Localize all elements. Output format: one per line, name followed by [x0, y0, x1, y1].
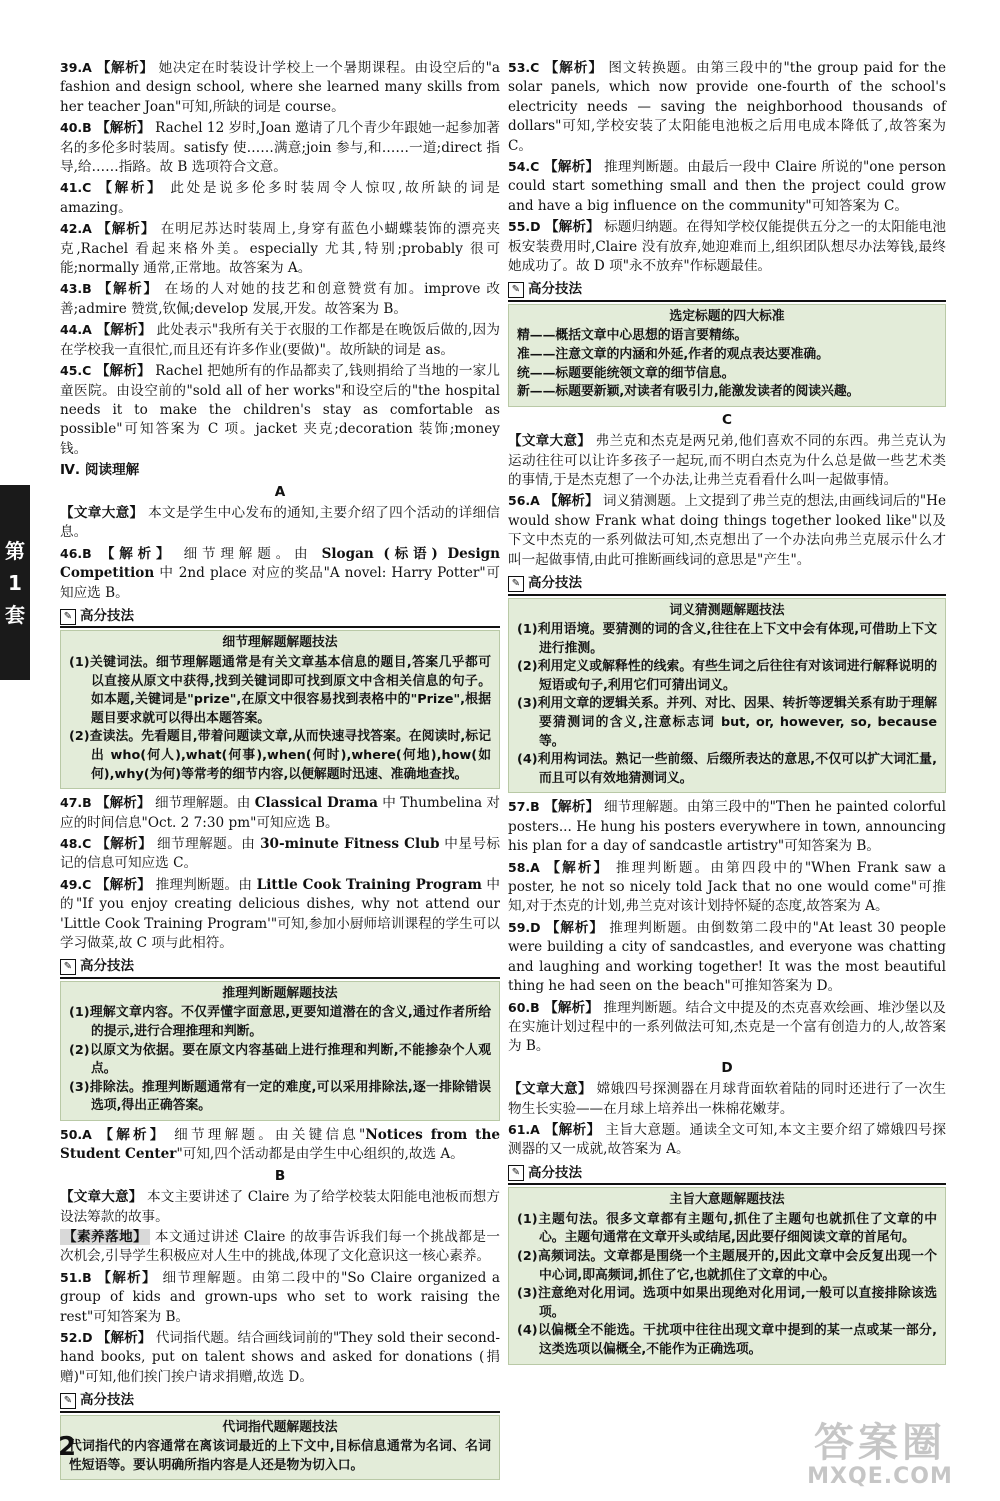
watermark-text: 答案圈 — [814, 1420, 946, 1466]
tip-line: 代词指代的内容通常在离该词最近的上下文中,目标信息通常为名词、名词性短语等。要认明确所指内容是人还是物为切入口。 — [69, 1439, 491, 1473]
high-score-header: ✎ 高分技法 — [508, 574, 946, 595]
tip-line: (3)利用文章的逻辑关系。并列、对比、因果、转折等逻辑关系有助于理解要猜测词的含义,注意标志词 but, or, however, so, because 等。 — [517, 696, 937, 749]
tip-line: (2)利用定义或解释性的线索。有些生词之后往往有对该词进行解释说明的短语或句子,利用它们可猜出词义。 — [517, 659, 937, 693]
tip-line: 精——概括文章中心思想的语言要精练。 — [517, 328, 748, 344]
watermark-url: MXQE.COM — [807, 1464, 953, 1489]
tip-box-inference — [60, 981, 500, 1121]
tip-line: (1)理解文章内容。不仅弄懂字面意思,更要知道潜在的含义,通过作者所给的提示,进行合理推理和判断。 — [69, 1005, 491, 1039]
answer-41: 41.C 【解析】 此处是说多伦多时装周令人惊叹,故所缺的词是 amazing。 — [60, 180, 501, 216]
tip-line: (2)以原文为依据。要在原文内容基础上进行推理和判断,不能掺杂个人观点。 — [69, 1042, 491, 1077]
tip-box-main-idea — [508, 1187, 946, 1364]
high-score-header: ✎ 高分技法 — [60, 957, 500, 978]
tip-title: 细节理解题解题技法 — [222, 635, 338, 651]
pencil-icon: ✎ — [60, 959, 76, 975]
summary-c: 【文章大意】 弗兰克和杰克是两兄弟,他们喜欢不同的东西。弗兰克认为运动往往可以让许多孩子一起玩,而不明白杰克为什么总是做一些艺术类的事情,于是杰克想了一个办法,让弗兰克看看什么叫一起做事情。 — [508, 433, 947, 489]
high-score-header: ✎ 高分技法 — [508, 280, 946, 301]
tip-line: (2)查读法。先看题目,带着问题读文章,从而快速寻找答案。在阅读时,标记出 who(何人),what(何事),when(何时),where(何地),how(如何),why(为何)等常考的细节内容,以便解题时迅速、准确地查找。 — [69, 729, 491, 782]
answer-54: 54.C 【解析】 推理判断题。由最后一段中 Claire 所说的"one person could start something small and then the project could grow and have a big influence on the community"可知答案为 C。 — [508, 159, 947, 214]
answer-42: 42.A 【解析】 在明尼苏达时装周上,身穿有蓝色小蝴蝶装饰的漂亮夹克,Rachel 看起来格外美。especially 尤其,特别;probably 很可能;normally 通常,正常地。故答案为 A。 — [60, 221, 500, 277]
summary-d: 【文章大意】 嫦娥四号探测器在月球背面软着陆的同时还进行了一次生物生长实验——在月球上培养出一株棉花嫩芽。 — [508, 1081, 946, 1117]
right-column — [508, 58, 946, 1369]
tip-box-vocab — [508, 598, 946, 794]
side-tab-char-1: 第 — [5, 538, 25, 563]
literacy-note: 【素养落地】 本文通过讲述 Claire 的故事告诉我们每一个挑战都是一次机会,引导学生积极应对人生中的挑战,体现了文化意识这一核心素养。 — [60, 1228, 501, 1265]
tip-line: (4)以偏概全不能选。干扰项中往往出现文章中提到的某一点或某一部分,这类选项以偏概全,不能作为正确选项。 — [517, 1323, 937, 1357]
tip-line: (4)利用构词法。熟记一些前缀、后缀所表达的意思,不仅可以扩大词汇量,而且可以有效地猜测词义。 — [517, 752, 937, 786]
answer-55: 55.D 【解析】 标题归纳题。在得知学校仅能提供五分之一的太阳能电池板安装费用时,Claire 没有放弃,她迎难而上,组织团队想尽办法筹钱,最终她成功了。故 D 项"永不放弃"作标题最佳。 — [508, 219, 947, 275]
high-score-header: ✎ 高分技法 — [508, 1164, 946, 1185]
passage-letter-b: B — [274, 1167, 286, 1184]
tip-box-detail — [60, 630, 500, 789]
tip-line: (3)排除法。推理判断题通常有一定的难度,可以采用排除法,逐一排除错误选项,得出正确答案。 — [69, 1079, 491, 1114]
high-score-header: ✎ 高分技法 — [60, 607, 500, 628]
passage-letter-c: C — [722, 411, 732, 428]
answer-53: 53.C 【解析】 图文转换题。由第三段中的"the group paid for the solar panels, which now provide one-fourth of the school's electricity needs — saving the neighborhood thousands of dollars"可知,学校安装了太阳能电池板之后用电成本降低了,故答案为 C。 — [508, 60, 946, 154]
answer-57: 57.B 【解析】 细节理解题。由第三段中的"Then he painted colorful posters... He hung his posters everywhere in town, announcing his plan for a day of sandcastle artistry"可知答案为 B。 — [508, 799, 947, 855]
summary-a: 【文章大意】 本文是学生中心发布的通知,主要介绍了四个活动的详细信息。 — [60, 504, 501, 541]
answer-61: 61.A 【解析】 主旨大意题。通读全文可知,本文主要介绍了嫦娥四号探测器的又一成就,故答案为 A。 — [508, 1121, 947, 1158]
tip-line: 新——标题要新颖,对读者有吸引力,能激发读者的阅读兴趣。 — [517, 384, 860, 400]
pencil-icon: ✎ — [508, 576, 524, 592]
summary-b: 【文章大意】 本文主要讲述了 Claire 为了给学校装太阳能电池板而想方设法筹款的故事。 — [60, 1189, 501, 1225]
answer-59: 59.D 【解析】 推理判断题。由倒数第二段中的"At least 30 people were building a city of sandcastles, and everyone was chatting and laughing and working together! It was the most beautiful thing he had seen on the beach"可推知答案为 D。 — [508, 919, 947, 995]
tip-line: (2)高频词法。文章都是围绕一个主题展开的,因此文章中会反复出现一个中心词,即高频词,抓住了它,也就抓住了文章的中心。 — [517, 1248, 937, 1283]
pencil-icon: ✎ — [60, 609, 76, 625]
pencil-icon: ✎ — [508, 282, 524, 298]
left-column — [60, 58, 500, 1484]
answer-40: 40.B 【解析】 Rachel 12 岁时,Joan 邀请了几个青少年跟她一起参加著名的多伦多时装周。satisfy 使……满意;join 参与,和……一道;direct 指导,给……指路。故 B 选项符合文意。 — [60, 120, 500, 176]
side-tab-char-3: 套 — [5, 602, 25, 627]
answer-60: 60.B 【解析】 推理判断题。结合文中提及的杰克喜欢绘画、堆沙堡以及在实施计划过程中的一系列做法可知,杰克是一个富有创造力的人,故答案为 B。 — [508, 999, 946, 1055]
tip-line: 准——注意文章的内涵和外延,作者的观点表达要准确。 — [517, 347, 829, 363]
side-tab-char-2: 1 — [8, 570, 22, 595]
section-heading-reading: Ⅳ. 阅读理解 — [60, 462, 140, 479]
answer-47: 47.B 【解析】 细节理解题。由 Classical Drama 中 Thumbelina 对应的时间信息"Oct. 2 7:30 pm"可知应选 B。 — [60, 795, 500, 831]
tip-title: 选定标题的四大标准 — [669, 308, 785, 324]
answer-46: 46.B 【解析】 细节理解题。由 Slogan (标语) Design Competition 中 2nd place 对应的奖品"A novel: Harry Potter"可知应选 B。 — [60, 545, 501, 601]
answer-52: 52.D 【解析】 代词指代题。结合画线词前的"They sold their second-hand books, put on talent shows and asked for donations (捐赠)"可知,他们挨门挨户请求捐赠,故选 D。 — [60, 1330, 500, 1385]
passage-letter-a: A — [274, 483, 286, 500]
tip-line: (1)利用语境。要猜测的词的含义,往往在上下文中会有体现,可借助上下文进行推测。 — [517, 622, 937, 656]
tip-title: 词义猜测题解题技法 — [669, 602, 785, 618]
tip-box-title — [508, 304, 946, 407]
tip-line: (1)主题句法。很多文章都有主题句,抓住了主题句也就抓住了文章的中心。主题句通常在文章开头或结尾,因此要仔细阅读文章的首尾句。 — [517, 1211, 937, 1246]
tip-title: 代词指代题解题技法 — [222, 1419, 338, 1435]
tip-box-pronoun — [60, 1415, 500, 1481]
tip-line: (1)关键词法。细节理解题通常是有关文章基本信息的题目,答案几乎都可以直接从原文中获得,找到关键词即可找到原文中含相关信息的句子。如本题,关键词是"prize",在原文中很容易找到表格中的"Prize",根据题目要求就可以得出本题答案。 — [69, 654, 491, 726]
answer-44: 44.A 【解析】 此处表示"我所有关于衣服的工作都是在晚饭后做的,因为在学校我一直很忙,而且还有许多作业(要做)"。故所缺的词是 as。 — [60, 322, 500, 358]
chapter-side-tab — [0, 485, 30, 680]
answer-45: 45.C 【解析】 Rachel 把她所有的作品都卖了,钱则捐给了当地的一家儿童医院。由设空前的"sold all of her works"和设空后的"the hospital needs it to make the children's stay as comfortable as possible"可知答案为 C 项。jacket 夹克;decoration 装饰;money 钱。 — [60, 363, 500, 457]
tip-line: 统——标题要能统领文章的细节信息。 — [517, 365, 735, 381]
answer-51: 51.B 【解析】 细节理解题。由第二段中的"So Claire organized a group of kids and grown-ups who set to work raising the rest"可知答案为 B。 — [60, 1269, 501, 1325]
pencil-icon: ✎ — [60, 1393, 76, 1409]
tip-title: 主旨大意题解题技法 — [669, 1192, 785, 1208]
watermark-logo — [780, 1421, 980, 1491]
answer-39: 39.A 【解析】 她决定在时装设计学校上一个暑期课程。由设空后的"a fashion and design school, where she learned many skills from her teacher Joan"可知,所缺的词是 course。 — [60, 60, 500, 115]
high-score-header: ✎ 高分技法 — [60, 1391, 500, 1412]
answer-50: 50.A 【解析】 细节理解题。由关键信息"Notices from the Student Center"可知,四个活动都是由学生中心组织的,故选 A。 — [60, 1126, 500, 1163]
answer-48: 48.C 【解析】 细节理解题。由 30-minute Fitness Club 中星号标记的信息可知应选 C。 — [60, 835, 500, 872]
answer-58: 58.A 【解析】 推理判断题。由第四段中的"When Frank saw a poster, he not so nicely told Jack that no one would come"可推知,对于杰克的计划,弗兰克对该计划持怀疑的态度,故答案为 A。 — [508, 859, 946, 915]
tip-title: 推理判断题解题技法 — [222, 985, 338, 1001]
answer-43: 43.B 【解析】 在场的人对她的技艺和创意赞赏有加。improve 改善;admire 赞赏,钦佩;develop 发展,开发。故答案为 B。 — [60, 281, 501, 317]
tip-line: (3)注意绝对化用词。选项中如果出现绝对化用词,一般可以直接排除该选项。 — [517, 1286, 937, 1320]
page-number: 2 — [58, 1432, 77, 1462]
passage-letter-d: D — [721, 1059, 733, 1076]
answer-56: 56.A 【解析】 词义猜测题。上文提到了弗兰克的想法,由画线词后的"He would show Frank what doing things together looked like"以及下文中杰克的一系列做法可知,杰克想出了一个办法向弗兰克展示什么才叫一起做事情,由此可推断画线词的意思是"产生"。 — [508, 493, 947, 568]
pencil-icon: ✎ — [508, 1165, 524, 1181]
answer-49: 49.C 【解析】 推理判断题。由 Little Cook Training Program 中的"If you enjoy creating delicious dishes, why not attend our 'Little Cook Training Program'"可知,参加小厨师培训课程的学生可以学习做菜,故 C 项与此相符。 — [60, 876, 501, 951]
